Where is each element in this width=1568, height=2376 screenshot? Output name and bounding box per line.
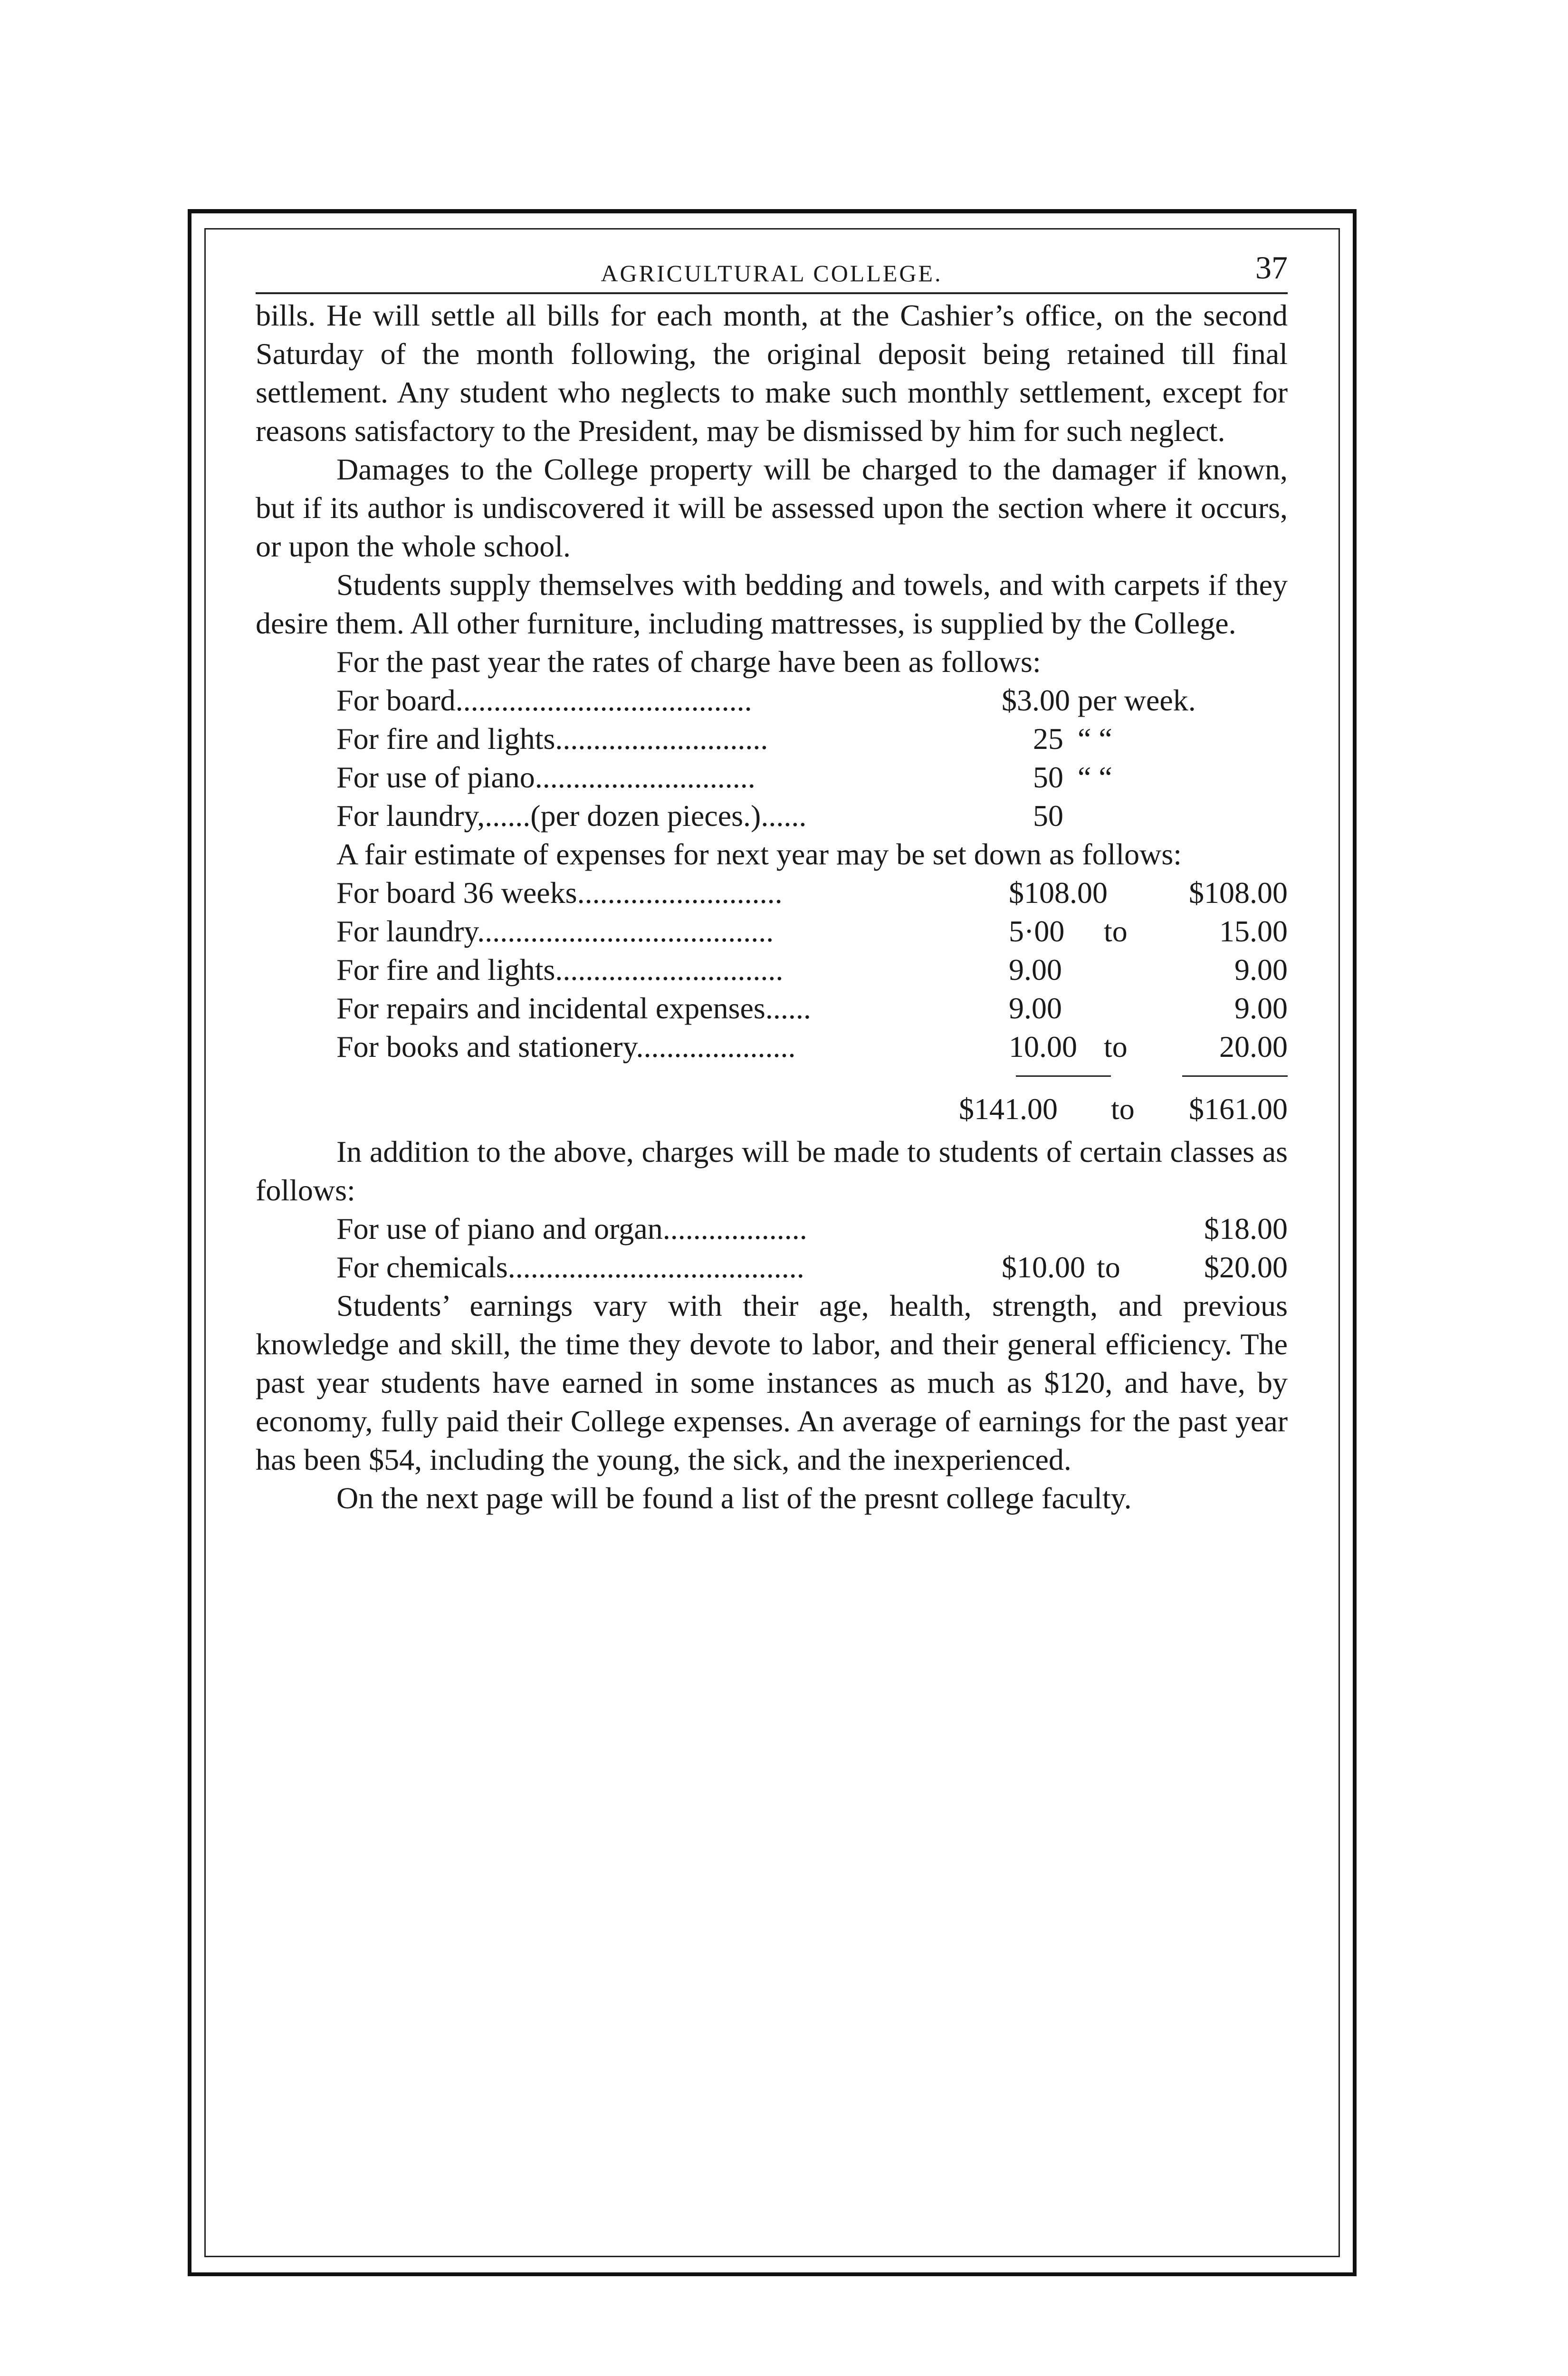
expense-high: 9.00 bbox=[1234, 991, 1288, 1025]
rate-row bbox=[256, 796, 1288, 835]
expense-label: For laundry....................................... bbox=[336, 914, 774, 948]
page-content bbox=[256, 240, 1288, 1517]
expense-high: 9.00 bbox=[1234, 953, 1288, 987]
additional-row bbox=[256, 1209, 1288, 1248]
running-title: AGRICULTURAL COLLEGE. bbox=[601, 260, 943, 287]
expense-low: 5·00 bbox=[1009, 914, 1065, 948]
paragraph-additional-intro: In addition to the above, charges will be made to students of certain classes as follows: bbox=[256, 1135, 1288, 1207]
totals-row bbox=[256, 1090, 1288, 1132]
expense-high: 20.00 bbox=[1219, 1030, 1288, 1063]
expense-row bbox=[256, 873, 1288, 912]
expense-high: $108.00 bbox=[1189, 876, 1288, 910]
additional-label: For use of piano and organ................... bbox=[336, 1212, 807, 1245]
expense-label: For board 36 weeks........................... bbox=[336, 876, 783, 910]
additional-to: to bbox=[1097, 1250, 1120, 1284]
paragraph-furnishings: Students supply themselves with bedding and towels, and with carpets if they desire them. All other furniture, including mattresses, is supplied by the College. bbox=[256, 568, 1288, 640]
rate-suffix: “ “ bbox=[1078, 722, 1112, 756]
rate-label: For board....................................... bbox=[336, 683, 752, 717]
expense-to: to bbox=[1104, 1030, 1128, 1063]
running-header bbox=[256, 240, 1288, 292]
paragraph-estimate-intro: A fair estimate of expenses for next year may be set down as follows: bbox=[336, 837, 1182, 871]
totals-rule-low bbox=[1016, 1075, 1111, 1077]
expense-row bbox=[256, 912, 1288, 950]
paragraph-rates-intro: For the past year the rates of charge have been as follows: bbox=[336, 645, 1041, 679]
additional-low: $10.00 bbox=[1002, 1250, 1085, 1284]
expense-high: 15.00 bbox=[1219, 914, 1288, 948]
expense-row bbox=[256, 950, 1288, 989]
rate-label: For fire and lights............................ bbox=[336, 722, 768, 756]
rate-row bbox=[256, 681, 1288, 719]
rate-label: For laundry,......(per dozen pieces.)...... bbox=[336, 799, 807, 833]
additional-high: $20.00 bbox=[1204, 1250, 1288, 1284]
rate-row bbox=[256, 758, 1288, 796]
additional-high: $18.00 bbox=[1204, 1212, 1288, 1245]
totals-rule-high bbox=[1182, 1075, 1288, 1077]
additional-charges-list bbox=[256, 1209, 1288, 1286]
paragraph-earnings: Students’ earnings vary with their age, health, strength, and previous knowledge and skill, the time they devote to labor, and their general efficiency. The past year students have earned in some instances as much as $120, and have, by economy, fully paid their College expenses. An average of earnings for the past year has been $54, including the young, the sick, and the inexperienced. bbox=[256, 1289, 1288, 1476]
expense-label: For fire and lights.............................. bbox=[336, 953, 784, 987]
rate-label: For use of piano............................. bbox=[336, 760, 755, 794]
additional-label: For chemicals....................................... bbox=[336, 1250, 804, 1284]
expense-to: to bbox=[1104, 914, 1128, 948]
rates-list bbox=[256, 681, 1288, 835]
expense-row bbox=[256, 989, 1288, 1027]
paragraph-bills: bills. He will settle all bills for each month, at the Cashier’s office, on the second Saturday of the month following, the original deposit being retained till final settlement. Any student who neglects to make such monthly settlement, except for reasons satisfactory to the President, may be dismissed by him for such neglect. bbox=[256, 298, 1288, 448]
paragraph-next-page: On the next page will be found a list of the presnt college faculty. bbox=[336, 1481, 1132, 1515]
expenses-list bbox=[256, 873, 1288, 1066]
paragraph-damages: Damages to the College property will be charged to the damager if known, but if its author is undiscovered it will be assessed upon the section where it occurs, or upon the whole school. bbox=[256, 452, 1288, 563]
totals-rule bbox=[256, 1066, 1288, 1090]
total-to: to bbox=[1111, 1092, 1135, 1126]
total-low: $141.00 bbox=[959, 1092, 1058, 1126]
expense-low: $108.00 bbox=[1009, 876, 1108, 910]
expense-low: 9.00 bbox=[1009, 953, 1062, 987]
rate-value: 25 bbox=[1033, 722, 1063, 756]
rate-suffix: per week. bbox=[1078, 683, 1196, 717]
additional-row bbox=[256, 1248, 1288, 1286]
total-high: $161.00 bbox=[1189, 1092, 1288, 1126]
page-number: 37 bbox=[1255, 249, 1288, 286]
expense-low: 9.00 bbox=[1009, 991, 1062, 1025]
expense-low: 10.00 bbox=[1009, 1030, 1077, 1063]
rate-value: $3.00 bbox=[1002, 683, 1070, 717]
rate-row bbox=[256, 719, 1288, 758]
expense-row bbox=[256, 1027, 1288, 1066]
rate-suffix: “ “ bbox=[1078, 760, 1112, 794]
expense-label: For repairs and incidental expenses...... bbox=[336, 991, 811, 1025]
expense-label: For books and stationery..................... bbox=[336, 1030, 796, 1063]
rate-value: 50 bbox=[1033, 760, 1063, 794]
rate-value: 50 bbox=[1033, 799, 1063, 833]
